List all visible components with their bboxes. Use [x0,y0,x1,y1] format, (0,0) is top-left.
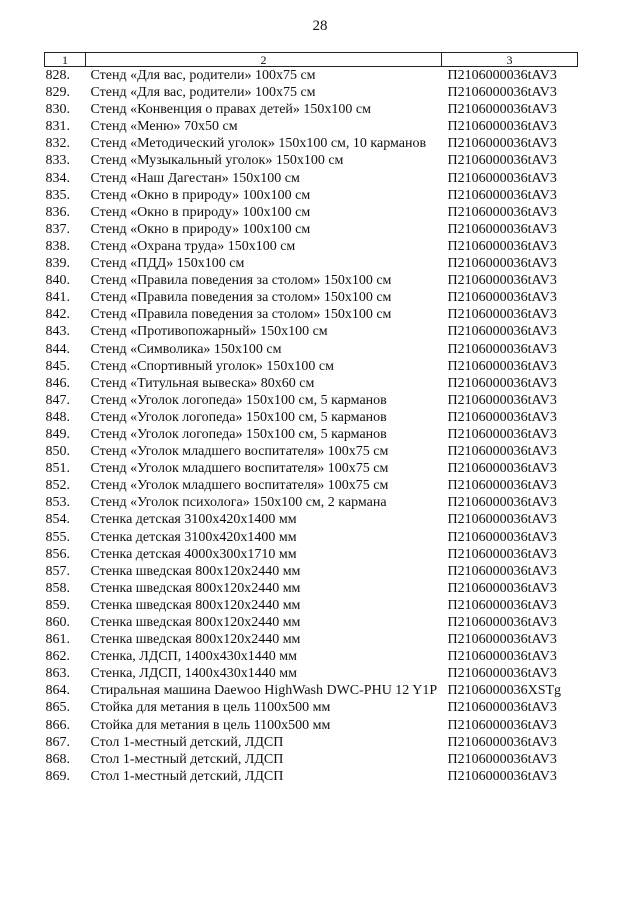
item-name: Стол 1-местный детский, ЛДСП [90,768,284,784]
column-header-number: 1 [45,53,86,67]
page-number: 28 [312,18,328,34]
inventory-code: П2106000036tAV3 [447,563,557,579]
table-row [45,204,578,221]
inventory-code: П2106000036tAV3 [447,597,557,613]
row-number: 836. [45,204,70,220]
table-row [45,546,578,563]
inventory-code: П2106000036tAV3 [447,512,557,528]
item-name: Стенд «Уголок младшего воспитателя» 100х75 см [90,444,389,460]
row-number: 851. [45,461,70,477]
row-number: 867. [45,734,70,750]
table-row [45,170,578,187]
inventory-code: П2106000036tAV3 [447,700,557,716]
item-name: Стенд «Правила поведения за столом» 150х100 см [90,273,392,289]
row-number: 845. [45,358,70,374]
row-number: 837. [45,221,70,237]
table-row [45,306,578,323]
table-row [45,409,578,426]
row-number: 846. [45,375,70,391]
table-row [45,187,578,204]
item-name: Стенка детская 4000х300х1710 мм [90,546,297,562]
row-number: 841. [45,290,70,306]
table-row [45,768,578,785]
inventory-code: П2106000036tAV3 [447,170,557,186]
row-number: 829. [45,85,70,101]
item-name: Стенка детская 3100х420х1400 мм [90,512,297,528]
inventory-code: П2106000036tAV3 [447,734,557,750]
table-header-row [45,53,578,67]
row-number: 859. [45,597,70,613]
row-number: 848. [45,409,70,425]
item-name: Стенд «Спортивный уголок» 150х100 см [90,358,334,374]
item-name: Стенд «Конвенция о правах детей» 150х100 см [90,102,371,118]
row-number: 833. [45,153,70,169]
row-number: 868. [45,751,70,767]
row-number: 842. [45,307,70,323]
table-row [45,477,578,494]
inventory-code: П2106000036tAV3 [447,666,557,682]
inventory-code: П2106000036tAV3 [447,273,557,289]
row-number: 830. [45,102,70,118]
item-name: Стенд «Меню» 70х50 см [90,119,238,135]
item-name: Стенд «Наш Дагестан» 150х100 см [90,170,300,186]
row-number: 835. [45,187,70,203]
table-row [45,665,578,682]
item-name: Стенд «Уголок логопеда» 150х100 см, 5 карманов [90,426,387,442]
item-name: Стенд «Окно в природу» 100х100 см [90,187,311,203]
inventory-code: П2106000036tAV3 [447,495,557,511]
inventory-code: П2106000036tAV3 [447,153,557,169]
row-number: 847. [45,392,70,408]
inventory-code: П2106000036tAV3 [447,461,557,477]
item-name: Стенд «Окно в природу» 100х100 см [90,204,311,220]
item-name: Стол 1-местный детский, ЛДСП [90,751,284,767]
inventory-code: П2106000036tAV3 [447,444,557,460]
item-name: Стенд «Окно в природу» 100х100 см [90,221,311,237]
inventory-code: П2106000036tAV3 [447,102,557,118]
row-number: 857. [45,563,70,579]
table-row [45,717,578,734]
item-name: Стенка, ЛДСП, 1400х430х1440 мм [90,666,297,682]
item-name: Стенд «Методический уголок» 150х100 см, 10 карманов [90,136,427,152]
table-row [45,494,578,511]
row-number: 834. [45,170,70,186]
column-header-name: 2 [86,53,442,67]
table-row [45,135,578,152]
inventory-code: П2106000036tAV3 [447,529,557,545]
row-number: 855. [45,529,70,545]
table-row [45,341,578,358]
table-row [45,734,578,751]
inventory-code: П2106000036tAV3 [447,85,557,101]
table-row [45,443,578,460]
item-name: Стенка шведская 800х120х2440 мм [90,615,301,630]
row-number: 853. [45,495,70,511]
item-name: Стенка шведская 800х120х2440 мм [90,632,301,648]
item-name: Стенка, ЛДСП, 1400х430х1440 мм [90,649,297,665]
inventory-code: П2106000036tAV3 [447,375,557,391]
item-name: Стол 1-местный детский, ЛДСП [90,734,284,750]
item-name: Стенка шведская 800х120х2440 мм [90,563,301,579]
row-number: 831. [45,119,70,135]
row-number: 863. [45,666,70,682]
inventory-code: П2106000036tAV3 [447,546,557,562]
item-name: Стенд «Уголок логопеда» 150х100 см, 5 карманов [90,392,387,408]
item-name: Стенд «Правила поведения за столом» 150х100 см [90,290,392,306]
row-number: 861. [45,632,70,648]
inventory-code: П2106000036tAV3 [447,204,557,220]
row-number: 838. [45,238,70,254]
row-number: 849. [45,426,70,442]
item-name: Стойка для метания в цель 1100х500 мм [90,717,331,733]
table-row [45,152,578,169]
item-name: Стенд «Уголок психолога» 150х100 см, 2 кармана [90,495,387,511]
row-number: 869. [45,768,70,784]
item-name: Стенд «Уголок младшего воспитателя» 100х75 см [90,461,389,477]
table-row [45,84,578,101]
row-number: 858. [45,580,70,596]
row-number: 866. [45,717,70,733]
inventory-code: П2106000036tAV3 [447,615,557,630]
inventory-code: П2106000036tAV3 [447,649,557,665]
inventory-code: П2106000036tAV3 [447,136,557,152]
item-name: Стойка для метания в цель 1100х500 мм [90,700,331,716]
inventory-code: П2106000036tAV3 [447,187,557,203]
row-number: 860. [45,615,70,630]
item-name: Стенд «ПДД» 150х100 см [90,256,245,272]
table-row [45,255,578,272]
table-row [45,118,578,135]
item-name: Стенка шведская 800х120х2440 мм [90,597,301,613]
table-row [45,648,578,665]
table-row [45,580,578,597]
table-row [45,392,578,409]
item-name: Стиральная машина Daewoo HighWash DWC-PHU 12 Y1P [90,683,438,699]
inventory-code: П2106000036tAV3 [447,751,557,767]
table-row [45,289,578,306]
inventory-code: П2106000036tAV3 [447,392,557,408]
row-number: 856. [45,546,70,562]
item-name: Стенд «Уголок младшего воспитателя» 100х75 см [90,478,389,494]
table-row [45,358,578,375]
inventory-code: П2106000036XSTg [447,683,562,699]
table-row [45,460,578,477]
row-number: 832. [45,136,70,152]
table-row [45,751,578,768]
item-name: Стенка детская 3100х420х1400 мм [90,529,297,545]
table-row [45,511,578,528]
inventory-code: П2106000036tAV3 [447,409,557,425]
table-row [45,67,578,85]
inventory-code: П2106000036tAV3 [447,68,557,83]
row-number: 839. [45,256,70,272]
table-row [45,272,578,289]
table-row [45,563,578,580]
table-row [45,101,578,118]
row-number: 840. [45,273,70,289]
row-number: 854. [45,512,70,528]
item-name: Стенд «Уголок логопеда» 150х100 см, 5 карманов [90,409,387,425]
item-name: Стенд «Титульная вывеска» 80х60 см [90,375,315,391]
inventory-table [44,52,578,785]
row-number: 828. [45,68,70,83]
table-row [45,221,578,238]
table-row [45,238,578,255]
table-row [45,682,578,699]
inventory-code: П2106000036tAV3 [447,307,557,323]
item-name: Стенд «Символика» 150х100 см [90,341,282,357]
inventory-code: П2106000036tAV3 [447,221,557,237]
inventory-code: П2106000036tAV3 [447,341,557,357]
row-number: 852. [45,478,70,494]
table-row [45,426,578,443]
row-number: 865. [45,700,70,716]
row-number: 844. [45,341,70,357]
table-row [45,375,578,392]
item-name: Стенд «Охрана труда» 150х100 см [90,238,296,254]
table-row [45,323,578,340]
table-row [45,529,578,546]
inventory-code: П2106000036tAV3 [447,426,557,442]
table-row [45,631,578,648]
item-name: Стенка шведская 800х120х2440 мм [90,580,301,596]
table-row [45,614,578,631]
inventory-code: П2106000036tAV3 [447,238,557,254]
inventory-code: П2106000036tAV3 [447,256,557,272]
table-row [45,699,578,716]
row-number: 850. [45,444,70,460]
inventory-code: П2106000036tAV3 [447,717,557,733]
item-name: Стенд «Противопожарный» 150х100 см [90,324,328,340]
inventory-code: П2106000036tAV3 [447,478,557,494]
inventory-code: П2106000036tAV3 [447,768,557,784]
row-number: 862. [45,649,70,665]
table-body [45,67,578,785]
item-name: Стенд «Для вас, родители» 100х75 см [90,85,316,101]
inventory-code: П2106000036tAV3 [447,632,557,648]
column-header-code: 3 [442,53,578,67]
inventory-code: П2106000036tAV3 [447,290,557,306]
item-name: Стенд «Правила поведения за столом» 150х100 см [90,307,392,323]
item-name: Стенд «Для вас, родители» 100х75 см [90,68,316,83]
row-number: 843. [45,324,70,340]
inventory-code: П2106000036tAV3 [447,358,557,374]
inventory-code: П2106000036tAV3 [447,324,557,340]
item-name: Стенд «Музыкальный уголок» 150х100 см [90,153,344,169]
row-number: 864. [45,683,70,699]
table-row [45,597,578,614]
inventory-code: П2106000036tAV3 [447,119,557,135]
inventory-code: П2106000036tAV3 [447,580,557,596]
